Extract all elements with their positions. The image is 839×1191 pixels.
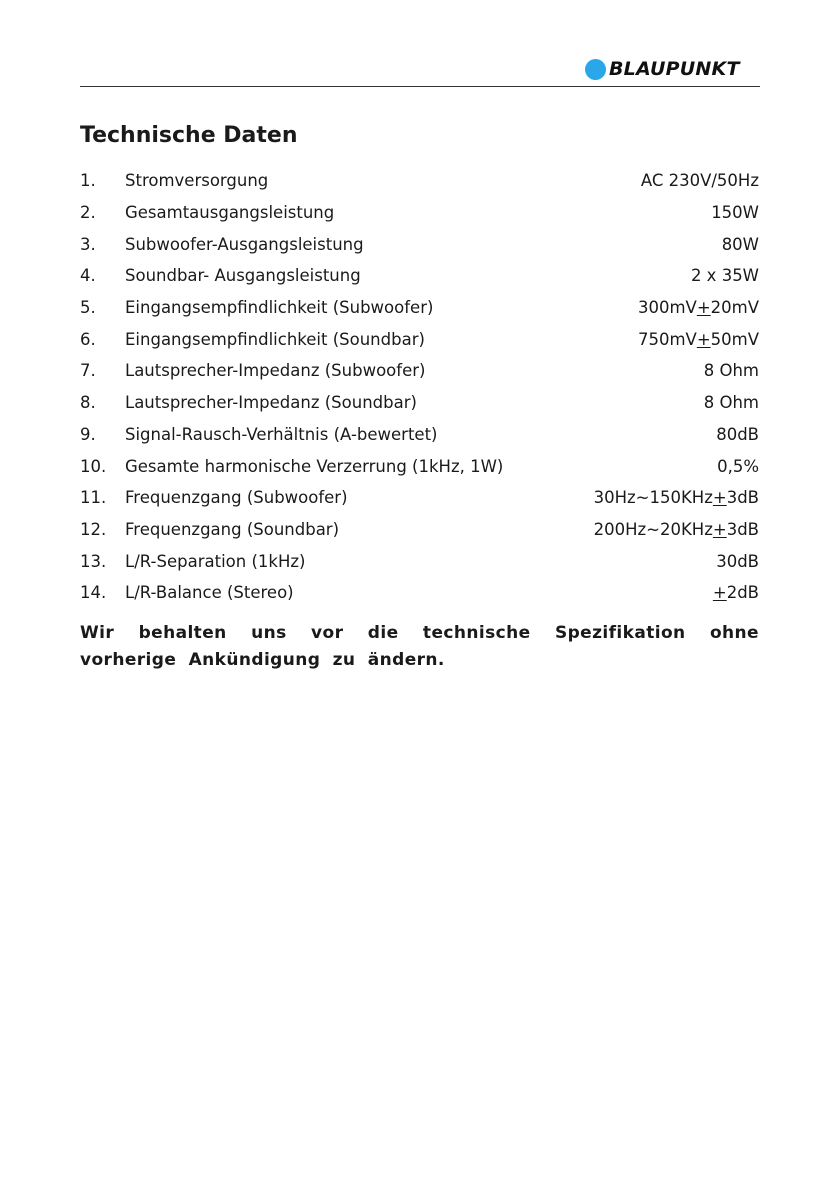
- spec-row: [80, 514, 759, 546]
- spec-label: Subwoofer-Ausgangsleistung: [125, 234, 364, 254]
- spec-value: [713, 583, 759, 602]
- brand-name: BLAUPUNKT: [609, 58, 740, 80]
- spec-number: 11.: [80, 488, 107, 508]
- page-title: Technische Daten: [80, 123, 298, 148]
- spec-value: 80W: [721, 234, 759, 254]
- spec-label: Stromversorgung: [125, 171, 269, 191]
- spec-row: [80, 450, 759, 482]
- spec-value: [638, 298, 759, 317]
- spec-value-tolerance: 3dB: [726, 488, 759, 508]
- spec-value: 8 Ohm: [703, 361, 759, 381]
- spec-value: [638, 330, 759, 349]
- spec-value: 2 x 35W: [690, 266, 759, 286]
- disclaimer-note: Wir behalten uns vor die technische Spezifikation ohne vorherige Ankündigung zu ändern.: [80, 623, 759, 670]
- spec-label: Lautsprecher-Impedanz (Soundbar): [125, 393, 417, 413]
- spec-value-main: 200Hz~20KHz: [593, 519, 713, 539]
- blaupunkt-logo: [585, 58, 759, 80]
- spec-value-main: 750mV: [637, 329, 697, 349]
- plus-minus-symbol: +: [712, 519, 727, 539]
- spec-number: 5.: [80, 298, 96, 318]
- spec-number: 4.: [80, 266, 96, 286]
- blaupunkt-dot-icon: [585, 59, 606, 80]
- plus-minus-symbol: +: [696, 298, 711, 318]
- spec-row: [80, 197, 759, 229]
- spec-label: Frequenzgang (Subwoofer): [125, 488, 348, 508]
- spec-value: [594, 520, 759, 539]
- spec-number: 2.: [80, 203, 96, 223]
- spec-value: 80dB: [716, 424, 759, 444]
- spec-value: [594, 488, 759, 507]
- plus-minus-symbol: +: [696, 329, 711, 349]
- spec-label: Eingangsempfindlichkeit (Subwoofer): [125, 298, 434, 318]
- spec-label: Frequenzgang (Soundbar): [125, 519, 340, 539]
- spec-row: [80, 165, 759, 197]
- spec-value-tolerance: 2dB: [726, 583, 759, 603]
- spec-value-main: 30Hz~150KHz: [593, 488, 713, 508]
- spec-row: [80, 482, 759, 514]
- spec-number: 8.: [80, 393, 96, 413]
- spec-value: 0,5%: [717, 456, 759, 476]
- spec-row: [80, 228, 759, 260]
- spec-value: 150W: [711, 203, 759, 223]
- plus-minus-symbol: +: [712, 488, 727, 508]
- spec-row: [80, 292, 759, 324]
- spec-value-tolerance: 3dB: [726, 519, 759, 539]
- spec-row: [80, 577, 759, 609]
- spec-value-main: 300mV: [637, 298, 697, 318]
- spec-number: 3.: [80, 234, 96, 254]
- spec-number: 9.: [80, 424, 96, 444]
- spec-label: L/R-Separation (1kHz): [125, 551, 306, 571]
- spec-number: 14.: [80, 583, 107, 603]
- spec-label: Signal-Rausch-Verhältnis (A-bewertet): [125, 424, 438, 444]
- spec-number: 1.: [80, 171, 96, 191]
- spec-row: [80, 260, 759, 292]
- spec-label: Lautsprecher-Impedanz (Subwoofer): [125, 361, 426, 381]
- spec-label: Gesamtausgangsleistung: [125, 203, 335, 223]
- spec-row: [80, 545, 759, 577]
- spec-value-tolerance: 50mV: [710, 329, 759, 349]
- spec-row: [80, 323, 759, 355]
- spec-label: Soundbar- Ausgangsleistung: [125, 266, 361, 286]
- spec-number: 6.: [80, 329, 96, 349]
- plus-minus-symbol: +: [712, 583, 727, 603]
- spec-row: [80, 419, 759, 451]
- spec-value: AC 230V/50Hz: [640, 171, 759, 191]
- spec-number: 10.: [80, 456, 107, 476]
- spec-value: 8 Ohm: [703, 393, 759, 413]
- spec-row: [80, 387, 759, 419]
- spec-list: [80, 165, 759, 609]
- header-divider: [80, 86, 760, 87]
- spec-label: L/R-Balance (Stereo): [125, 583, 294, 603]
- spec-number: 13.: [80, 551, 107, 571]
- spec-row: [80, 355, 759, 387]
- spec-label: Gesamte harmonische Verzerrung (1kHz, 1W): [125, 456, 504, 476]
- spec-number: 7.: [80, 361, 96, 381]
- spec-label: Eingangsempfindlichkeit (Soundbar): [125, 329, 425, 349]
- spec-value-tolerance: 20mV: [710, 298, 759, 318]
- spec-value: 30dB: [716, 551, 759, 571]
- spec-number: 12.: [80, 519, 107, 539]
